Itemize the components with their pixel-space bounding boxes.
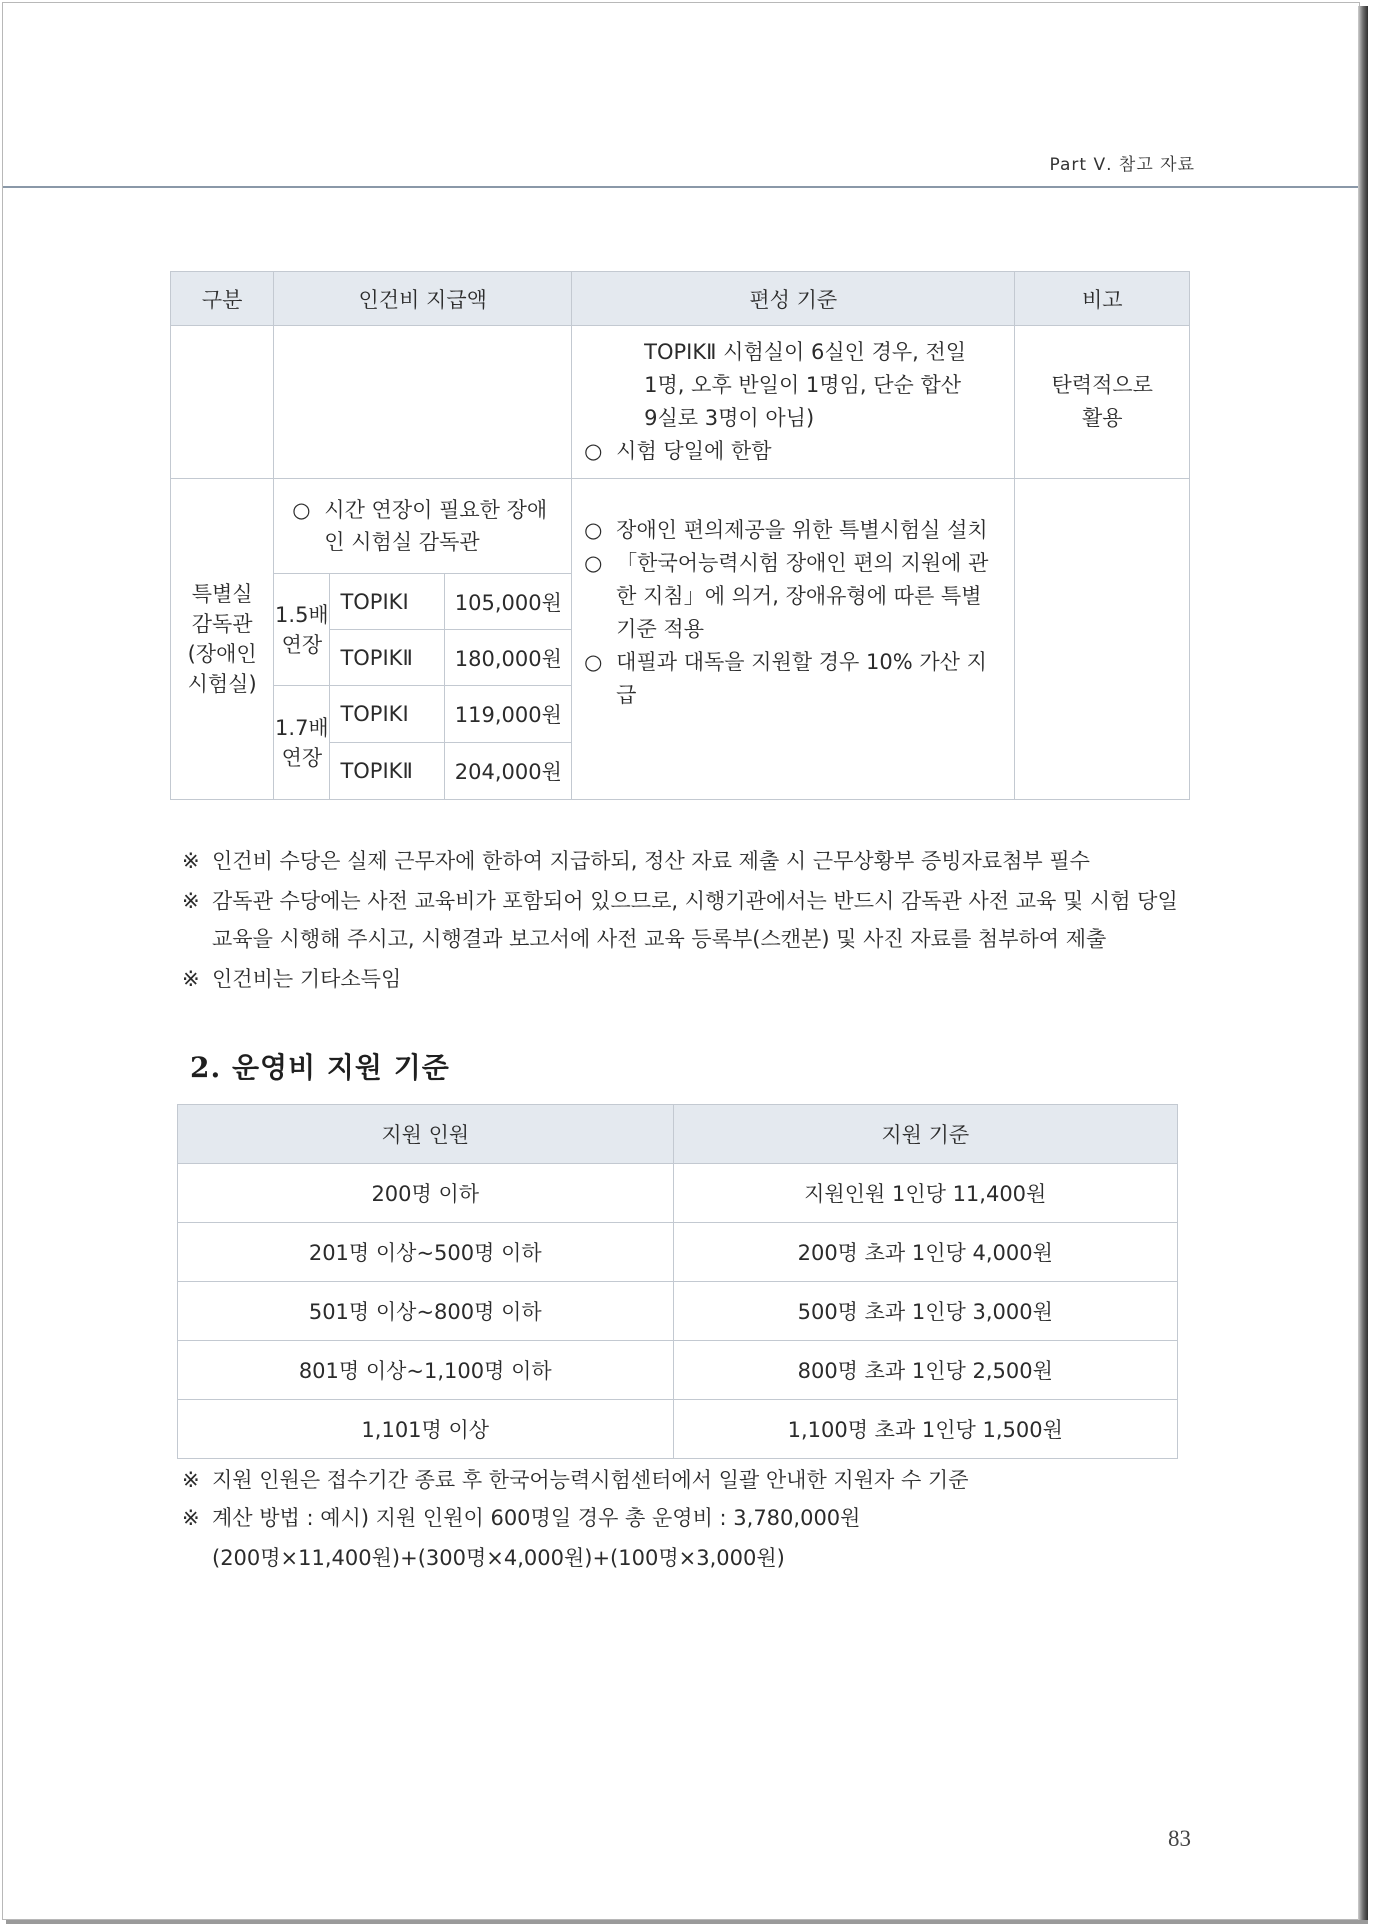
col-header-support: 지원 기준 [673,1105,1178,1164]
circle-bullet-icon: ○ [584,439,603,463]
support-cell: 800명 초과 1인당 2,500원 [673,1341,1178,1400]
header-rule [3,186,1358,188]
reference-mark-icon: ※ [182,1506,200,1530]
circle-bullet-icon: ○ [292,498,311,522]
table-header-row [178,1105,1178,1164]
table-row [178,1164,1178,1223]
amount-cell: 105,000원 [444,574,571,630]
criteria-bullet: ○ 대필과 대독을 지원할 경우 10% 가산 지급 [584,646,1000,712]
col-header-remark: 비고 [1015,272,1190,326]
amount-cell: 119,000원 [444,686,571,743]
section-title: 2. 운영비 지원 기준 [190,1051,450,1084]
topik-level-cell: TOPIKⅠ [330,686,444,743]
criteria-line: 1명, 오후 반일이 1명임, 단순 합산 [644,373,962,397]
applicants-cell: 200명 이하 [178,1164,674,1223]
table-row [178,1223,1178,1282]
note-line: ※ 계산 방법 : 예시) 지원 인원이 600명일 경우 총 운영비 : 3,780,000원 [182,1503,860,1533]
criteria-cell-continued [572,326,1015,479]
table-row [171,479,1190,574]
applicants-cell: 1,101명 이상 [178,1400,674,1459]
applicants-cell: 501명 이상~800명 이하 [178,1282,674,1341]
page-edge-shadow [1358,6,1368,1922]
amount-cell: 180,000원 [444,630,571,686]
support-cell: 1,100명 초과 1인당 1,500원 [673,1400,1178,1459]
table-row [171,326,1190,479]
note-line-continued: 교육을 시행해 주시고, 시행결과 보고서에 사전 교육 등록부(스캔본) 및 사진 자료를 첨부하여 제출 [212,927,1107,951]
support-cell: 200명 초과 1인당 4,000원 [673,1223,1178,1282]
note-line: ※ 인건비는 기타소득임 [182,964,401,994]
circle-bullet-icon: ○ [584,551,603,575]
applicants-cell: 801명 이상~1,100명 이하 [178,1341,674,1400]
extension-cell: 1.7배 연장 [274,686,330,800]
remark-cell-empty [1015,479,1190,800]
topik-level-cell: TOPIKⅠ [330,574,444,630]
table-row [178,1400,1178,1459]
table-header-row [171,272,1190,326]
criteria-cell-special [572,479,1015,800]
note-line: ※ 감독관 수당에는 사전 교육비가 포함되어 있으므로, 시행기관에서는 반드시 감독관 사전 교육 및 시험 당일 [182,886,1178,916]
running-header: Part Ⅴ. 참고 자료 [1049,155,1195,175]
topik-level-cell: TOPIKⅡ [330,743,444,800]
amount-cell: 204,000원 [444,743,571,800]
personnel-cost-table [170,271,1190,800]
table-row [178,1341,1178,1400]
note-line-continued: (200명×11,400원)+(300명×4,000원)+(100명×3,000원) [212,1546,785,1570]
col-header-pay: 인건비 지급액 [274,272,572,326]
criteria-bullet: ○ 「한국어능력시험 장애인 편의 지원에 관한 지침」에 의거, 장애유형에 따른 특별 기준 적용 [584,547,1000,646]
table-row [178,1282,1178,1341]
support-cell: 500명 초과 1인당 3,000원 [673,1282,1178,1341]
note-line: ※ 인건비 수당은 실제 근무자에 한하여 지급하되, 정산 자료 제출 시 근무상황부 증빙자료첨부 필수 [182,846,1090,876]
criteria-bullet: ○ 시험 당일에 한함 [584,435,1004,468]
reference-mark-icon: ※ [182,849,200,873]
note-line: ※ 지원 인원은 접수기간 종료 후 한국어능력시험센터에서 일괄 안내한 지원자 수 기준 [182,1465,968,1495]
category-cell-empty [171,326,274,479]
reference-mark-icon: ※ [182,1468,200,1492]
criteria-line: 9실로 3명이 아님) [644,406,815,430]
pay-note-cell [274,479,572,574]
reference-mark-icon: ※ [182,967,200,991]
page-number: 83 [1168,1826,1191,1851]
extension-cell: 1.5배 연장 [274,574,330,686]
page-bottom-shadow [6,1920,1368,1924]
col-header-category: 구분 [171,272,274,326]
circle-bullet-icon: ○ [584,518,603,542]
applicants-cell: 201명 이상~500명 이하 [178,1223,674,1282]
category-special-room: 특별실 감독관 (장애인 시험실) [171,479,274,800]
reference-mark-icon: ※ [182,889,200,913]
support-cell: 지원인원 1인당 11,400원 [673,1164,1178,1223]
circle-bullet-icon: ○ [584,650,603,674]
pay-cell-empty [274,326,572,479]
topik-level-cell: TOPIKⅡ [330,630,444,686]
col-header-applicants: 지원 인원 [178,1105,674,1164]
remark-cell: 탄력적으로 활용 [1015,326,1190,479]
pay-note: ○ 시간 연장이 필요한 장애인 시험실 감독관 [292,494,561,558]
criteria-bullet: ○ 장애인 편의제공을 위한 특별시험실 설치 [584,514,1000,547]
criteria-line: TOPIKⅡ 시험실이 6실인 경우, 전일 [644,340,967,364]
col-header-criteria: 편성 기준 [572,272,1015,326]
operating-cost-table [177,1104,1178,1459]
